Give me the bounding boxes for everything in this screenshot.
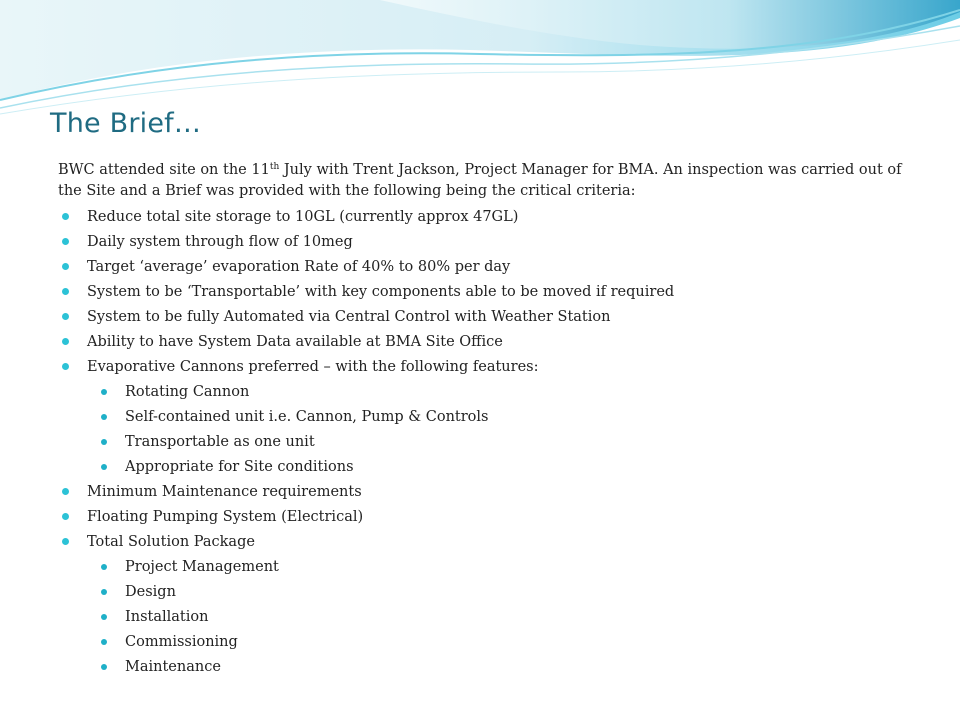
- sub-list-item: Maintenance: [0, 657, 674, 682]
- bullet-dot-icon: [62, 488, 69, 495]
- list-item: System to be ‘Transportable’ with key components able to be moved if required: [0, 282, 674, 307]
- sub-list-item: Self-contained unit i.e. Cannon, Pump & Controls: [0, 407, 674, 432]
- sub-list-item: Commissioning: [0, 632, 674, 657]
- list-item: Daily system through flow of 10meg: [0, 232, 674, 257]
- bullet-dot-icon: [62, 338, 69, 345]
- list-item: Floating Pumping System (Electrical): [0, 507, 674, 532]
- list-item: Target ‘average’ evaporation Rate of 40% to 80% per day: [0, 257, 674, 282]
- list-item: Minimum Maintenance requirements: [0, 482, 674, 507]
- bullet-dot-icon: [62, 263, 69, 270]
- list-item: Total Solution Package: [0, 532, 674, 557]
- bullet-dot-icon: [101, 589, 107, 595]
- bullet-dot-icon: [101, 389, 107, 395]
- list-item: System to be fully Automated via Central Control with Weather Station: [0, 307, 674, 332]
- bullet-dot-icon: [62, 513, 69, 520]
- bullet-dot-icon: [62, 288, 69, 295]
- bullet-dot-icon: [101, 664, 107, 670]
- bullet-dot-icon: [101, 414, 107, 420]
- bullet-dot-icon: [62, 313, 69, 320]
- bullet-dot-icon: [62, 538, 69, 545]
- intro-text-before: BWC attended site on the 11: [58, 162, 270, 178]
- intro-paragraph: [58, 160, 908, 202]
- bullet-dot-icon: [101, 564, 107, 570]
- list-item: Evaporative Cannons preferred – with the following features:: [0, 357, 674, 382]
- header-wave-decoration: [0, 0, 960, 120]
- bullet-dot-icon: [101, 464, 107, 470]
- sub-list-item: Rotating Cannon: [0, 382, 674, 407]
- sub-list-item: Appropriate for Site conditions: [0, 457, 674, 482]
- sub-list-item: Transportable as one unit: [0, 432, 674, 457]
- bullet-dot-icon: [101, 614, 107, 620]
- slide-title: The Brief…: [50, 108, 202, 139]
- list-item: Ability to have System Data available at BMA Site Office: [0, 332, 674, 357]
- criteria-list: [0, 207, 674, 682]
- list-item: Reduce total site storage to 10GL (currently approx 47GL): [0, 207, 674, 232]
- bullet-dot-icon: [62, 213, 69, 220]
- sub-list-item: Project Management: [0, 557, 674, 582]
- bullet-dot-icon: [62, 238, 69, 245]
- intro-text-after: July with Trent Jackson, Project Manager for BMA. An inspection was carried out of the Site and a Brief was provided with the following being the critical criteria:: [58, 162, 902, 199]
- bullet-dot-icon: [101, 639, 107, 645]
- bullet-dot-icon: [62, 363, 69, 370]
- bullet-dot-icon: [101, 439, 107, 445]
- sub-list-item: Design: [0, 582, 674, 607]
- intro-superscript: th: [269, 162, 280, 172]
- sub-list-item: Installation: [0, 607, 674, 632]
